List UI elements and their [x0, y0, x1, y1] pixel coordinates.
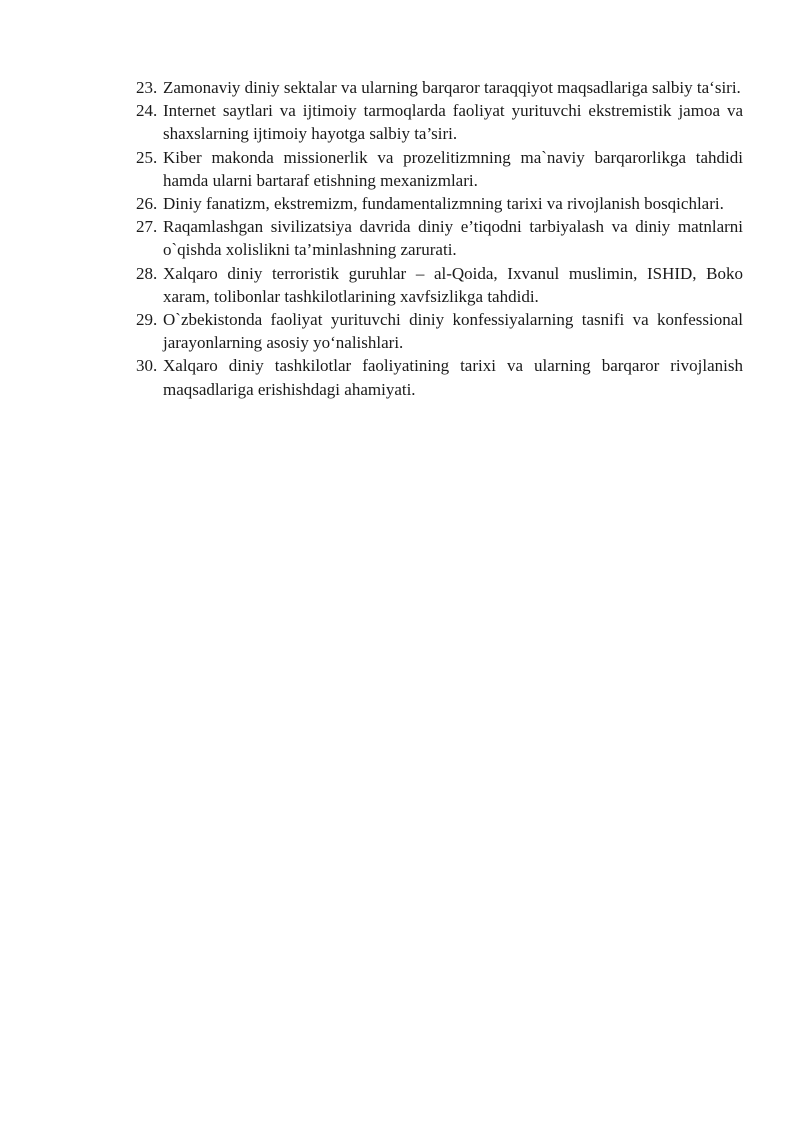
- item-number: 26.: [136, 194, 158, 214]
- topic-list: [136, 76, 743, 401]
- item-number: 27.: [136, 217, 158, 237]
- item-text: Diniy fanatizm, ekstremizm, fundamentalizmning tarixi va rivojlanish bosqichlari.: [163, 194, 724, 214]
- list-item-30: [136, 354, 743, 400]
- list-item-23: [136, 76, 743, 99]
- item-text: Internet saytlari va ijtimoiy tarmoqlarda faoliyat yurituvchi ekstremistik jamoa va shaxslarning ijtimoiy hayotga salbiy ta’siri.: [163, 101, 743, 144]
- item-number: 24.: [136, 101, 158, 121]
- item-text: Xalqaro diniy terroristik guruhlar – al-Qoida, Ixvanul muslimin, ISHID, Boko xaram, tolibonlar tashkilotlarining xavfsizlikga tahdidi.: [163, 263, 743, 306]
- item-text: Zamonaviy diniy sektalar va ularning barqaror taraqqiyot maqsadlariga salbiy ta‘siri.: [163, 78, 741, 97]
- item-number: 29.: [136, 310, 158, 330]
- item-number: 30.: [136, 356, 158, 376]
- list-item-29: [136, 308, 743, 354]
- list-item-28: [136, 262, 743, 308]
- item-text: Kiber makonda missionerlik va prozelitizmning ma`naviy barqarorlikga tahdidi hamda ularni bartaraf etishning mexanizmlari.: [163, 147, 743, 190]
- list-item-24: [136, 99, 743, 145]
- item-number: 28.: [136, 263, 158, 283]
- item-text: Xalqaro diniy tashkilotlar faoliyatining tarixi va ularning barqaror rivojlanish maqsadlariga erishishdagi ahamiyati.: [163, 356, 743, 399]
- item-number: 23.: [136, 78, 158, 97]
- item-number: 25.: [136, 147, 158, 167]
- list-item-25: [136, 146, 743, 192]
- list-item-27: [136, 215, 743, 261]
- item-text: Raqamlashgan sivilizatsiya davrida diniy e’tiqodni tarbiyalash va diniy matnlarni o`qishda xolislikni ta’minlashning zarurati.: [163, 217, 743, 260]
- list-item-26: [136, 192, 743, 215]
- item-text: O`zbekistonda faoliyat yurituvchi diniy konfessiyalarning tasnifi va konfessional jarayonlarning asosiy yo‘nalishlari.: [163, 310, 743, 353]
